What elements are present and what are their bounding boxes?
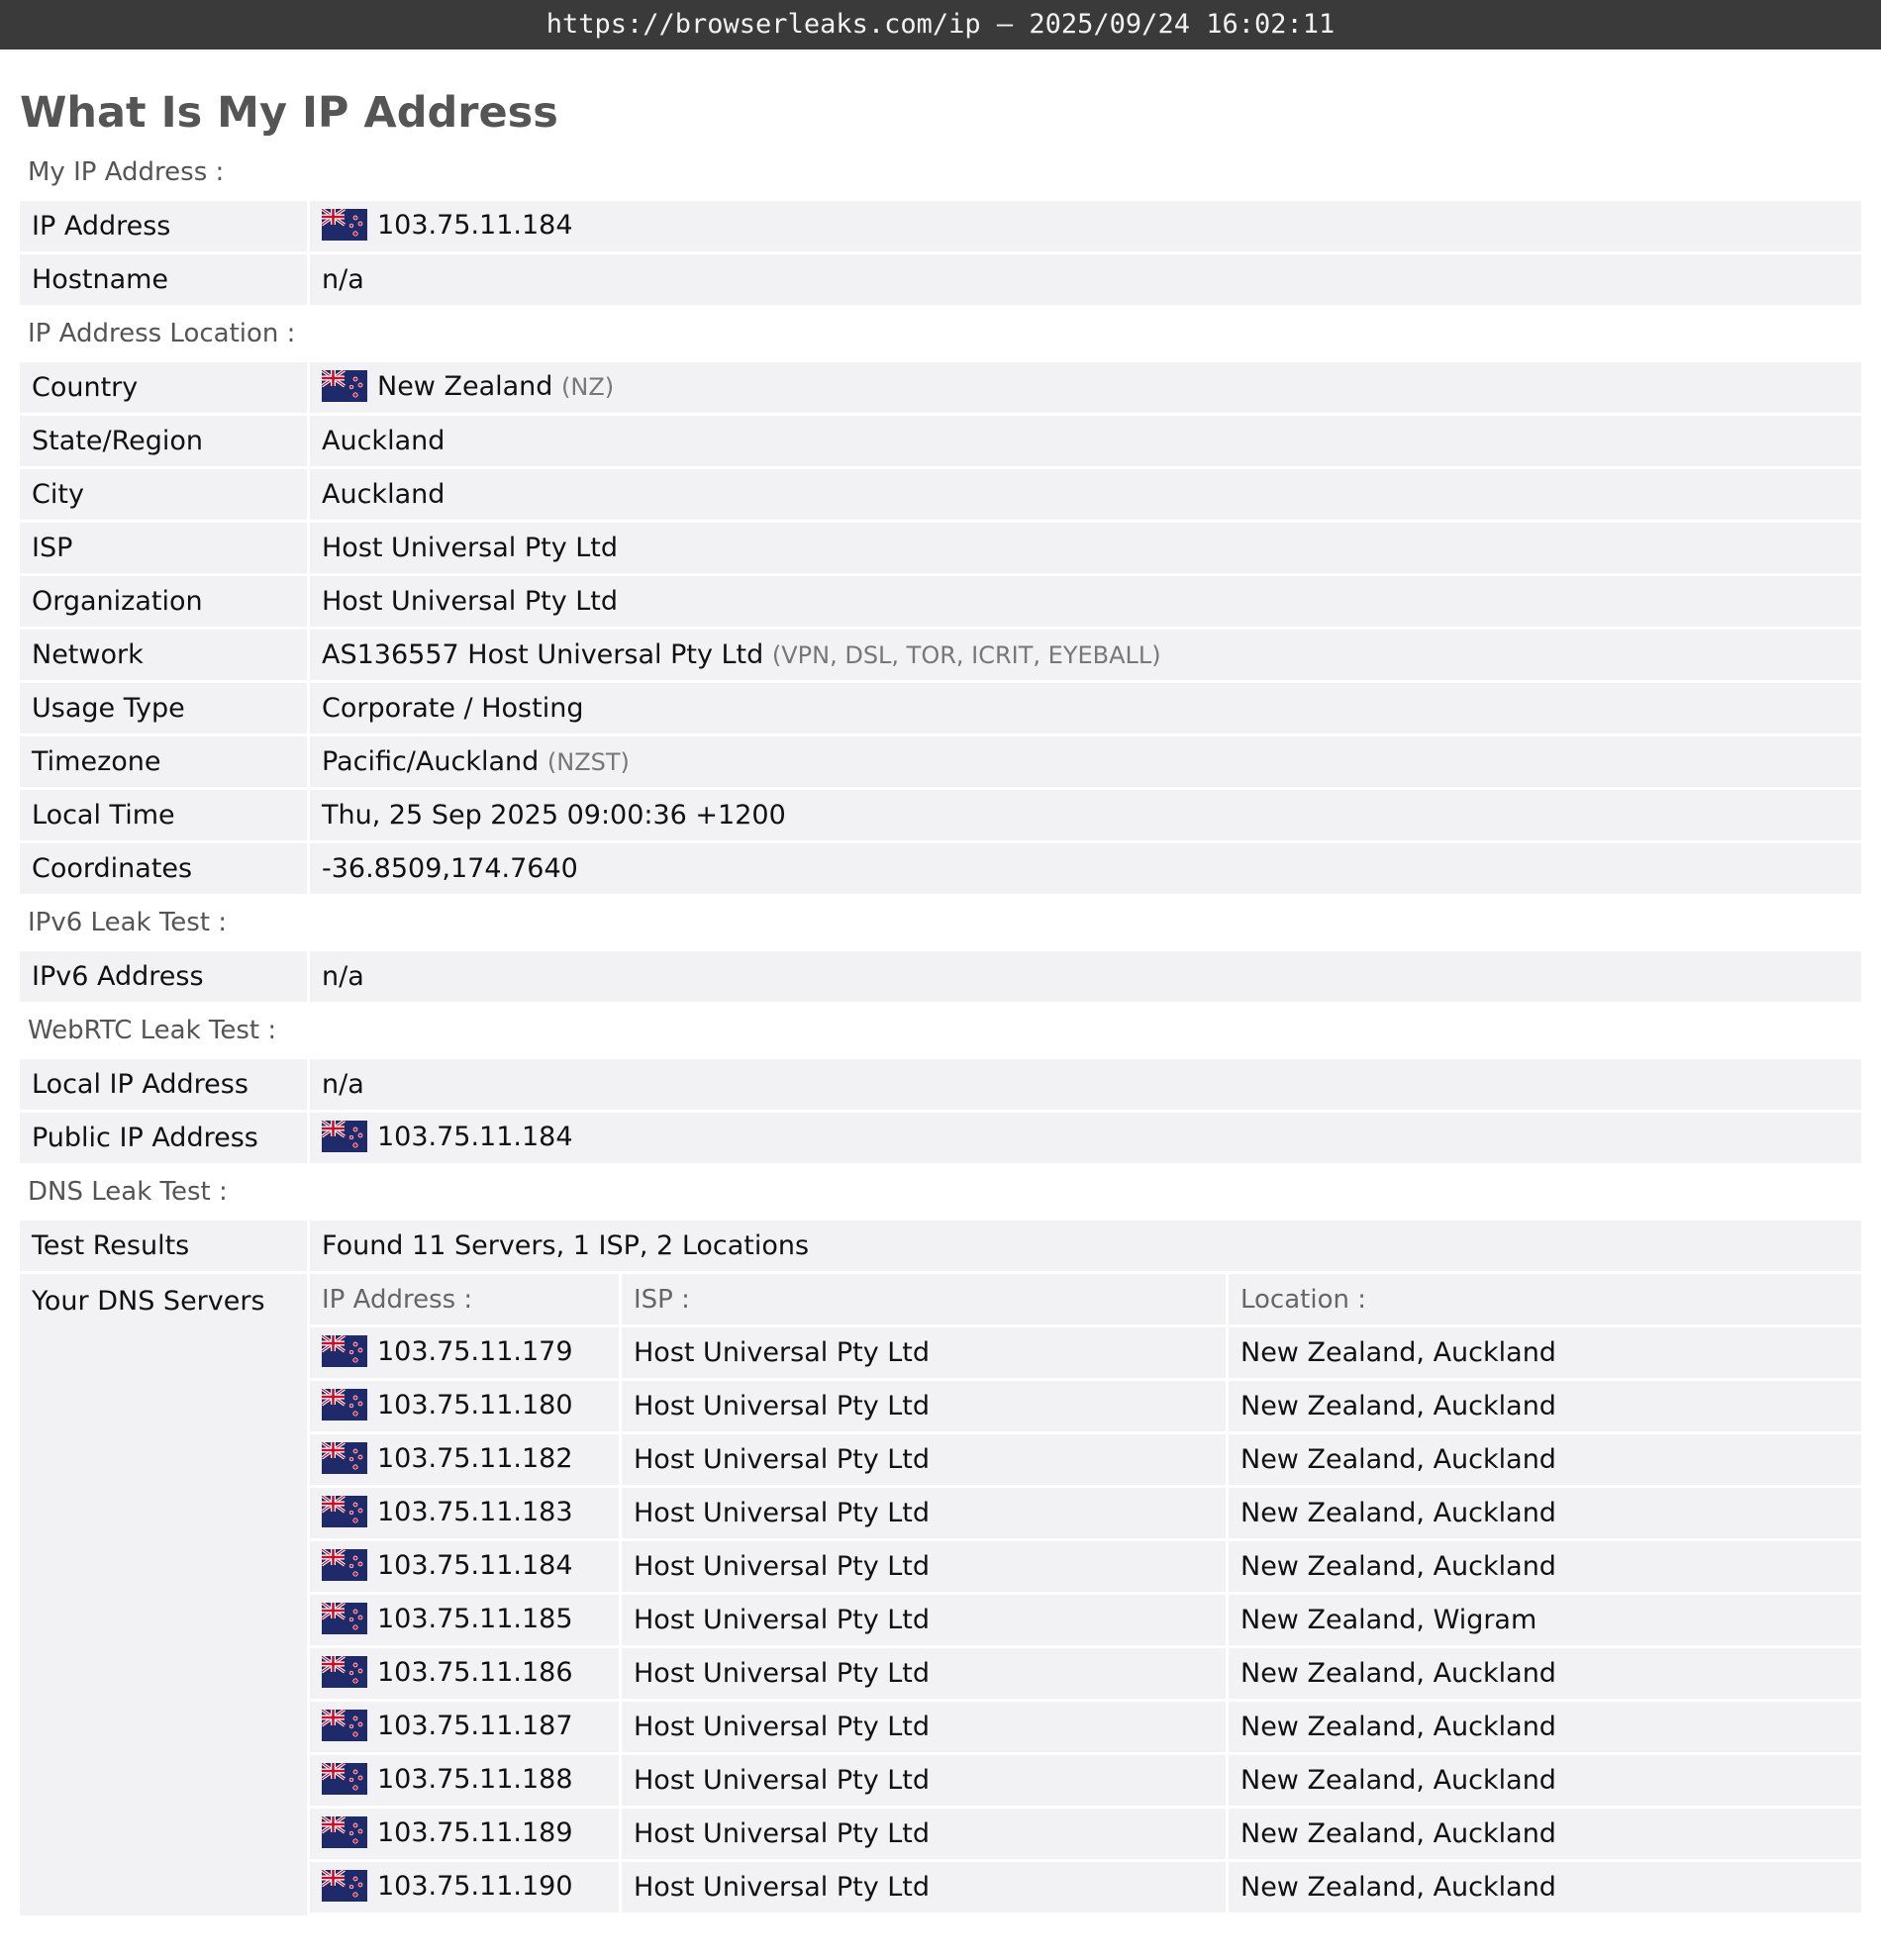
row-ipv6-address bbox=[20, 951, 1861, 1002]
label-local-ip: Local IP Address bbox=[20, 1059, 310, 1110]
label-country: Country bbox=[20, 362, 310, 413]
header-location: Location : bbox=[1229, 1274, 1861, 1324]
value-ipv6-address: n/a bbox=[310, 951, 1861, 1002]
dns-server-ip-text: 103.75.11.183 bbox=[377, 1497, 573, 1528]
dns-server-isp: Host Universal Pty Ltd bbox=[622, 1327, 1229, 1378]
value-usage-type: Corporate / Hosting bbox=[310, 683, 1861, 734]
dns-server-isp: Host Universal Pty Ltd bbox=[622, 1862, 1229, 1912]
dns-server-ip-text: 103.75.11.182 bbox=[377, 1443, 573, 1475]
section-title-dns: DNS Leak Test : bbox=[20, 1166, 1861, 1218]
dns-server-location: New Zealand, Auckland bbox=[1229, 1702, 1861, 1752]
value-test-results: Found 11 Servers, 1 ISP, 2 Locations bbox=[310, 1221, 1861, 1271]
row-country bbox=[20, 362, 1861, 413]
row-coordinates bbox=[20, 843, 1861, 894]
value-ip-address[interactable] bbox=[310, 201, 1861, 251]
dns-server-isp: Host Universal Pty Ltd bbox=[622, 1755, 1229, 1806]
new-zealand-flag-icon bbox=[322, 1870, 367, 1902]
value-timezone bbox=[310, 736, 1861, 787]
new-zealand-flag-icon bbox=[322, 1442, 367, 1474]
label-organization: Organization bbox=[20, 576, 310, 627]
dns-server-isp: Host Universal Pty Ltd bbox=[622, 1488, 1229, 1538]
label-state: State/Region bbox=[20, 416, 310, 466]
label-city: City bbox=[20, 469, 310, 520]
dns-server-location: New Zealand, Auckland bbox=[1229, 1862, 1861, 1912]
value-public-ip bbox=[310, 1113, 1861, 1163]
dns-server-row bbox=[310, 1809, 1861, 1859]
new-zealand-flag-icon bbox=[322, 1763, 367, 1795]
label-public-ip: Public IP Address bbox=[20, 1113, 310, 1163]
dns-server-isp: Host Universal Pty Ltd bbox=[622, 1702, 1229, 1752]
new-zealand-flag-icon bbox=[322, 1656, 367, 1688]
dns-server-ip-text: 103.75.11.180 bbox=[377, 1390, 573, 1421]
new-zealand-flag-icon bbox=[322, 1389, 367, 1421]
value-organization: Host Universal Pty Ltd bbox=[310, 576, 1861, 627]
dns-table-header bbox=[310, 1274, 1861, 1324]
ip-address-text: 103.75.11.184 bbox=[377, 210, 573, 242]
new-zealand-flag-icon bbox=[322, 1496, 367, 1527]
dns-server-row bbox=[310, 1488, 1861, 1538]
dns-server-ip-text: 103.75.11.190 bbox=[377, 1871, 573, 1903]
country-code: (NZ) bbox=[561, 373, 615, 402]
row-public-ip bbox=[20, 1113, 1861, 1163]
section-title-location: IP Address Location : bbox=[20, 308, 1861, 359]
new-zealand-flag-icon bbox=[322, 1816, 367, 1848]
dns-server-location: New Zealand, Auckland bbox=[1229, 1434, 1861, 1485]
dns-server-row bbox=[310, 1541, 1861, 1592]
dns-server-row bbox=[310, 1862, 1861, 1912]
new-zealand-flag-icon bbox=[322, 1710, 367, 1741]
label-local-time: Local Time bbox=[20, 790, 310, 840]
timezone-abbr: (NZST) bbox=[546, 748, 630, 776]
dns-server-row bbox=[310, 1755, 1861, 1806]
label-ip-address: IP Address bbox=[20, 201, 310, 251]
dns-server-location: New Zealand, Auckland bbox=[1229, 1541, 1861, 1592]
dns-server-isp: Host Universal Pty Ltd bbox=[622, 1648, 1229, 1699]
label-hostname: Hostname bbox=[20, 254, 310, 305]
label-test-results: Test Results bbox=[20, 1221, 310, 1271]
dns-server-ip[interactable] bbox=[310, 1648, 622, 1699]
dns-server-ip-text: 103.75.11.179 bbox=[377, 1336, 573, 1368]
row-state bbox=[20, 416, 1861, 466]
dns-server-location: New Zealand, Auckland bbox=[1229, 1381, 1861, 1431]
dns-server-isp: Host Universal Pty Ltd bbox=[622, 1809, 1229, 1859]
dns-server-ip[interactable] bbox=[310, 1327, 622, 1378]
label-timezone: Timezone bbox=[20, 736, 310, 787]
dns-servers-table bbox=[310, 1271, 1861, 1915]
value-city: Auckland bbox=[310, 469, 1861, 520]
label-ipv6-address: IPv6 Address bbox=[20, 951, 310, 1002]
row-hostname bbox=[20, 254, 1861, 305]
new-zealand-flag-icon bbox=[322, 1121, 367, 1152]
dns-server-ip[interactable] bbox=[310, 1434, 622, 1485]
label-network: Network bbox=[20, 630, 310, 680]
dns-server-row bbox=[310, 1595, 1861, 1645]
dns-server-ip[interactable] bbox=[310, 1809, 622, 1859]
dns-server-ip-text: 103.75.11.188 bbox=[377, 1764, 573, 1796]
value-country bbox=[310, 362, 1861, 413]
timezone-name: Pacific/Auckland bbox=[322, 746, 540, 777]
dns-server-ip-text: 103.75.11.186 bbox=[377, 1657, 573, 1689]
value-local-time: Thu, 25 Sep 2025 09:00:36 +1200 bbox=[310, 790, 1861, 840]
dns-server-isp: Host Universal Pty Ltd bbox=[622, 1381, 1229, 1431]
dns-server-ip[interactable] bbox=[310, 1595, 622, 1645]
public-ip-text: 103.75.11.184 bbox=[377, 1122, 573, 1153]
dns-server-ip-text: 103.75.11.189 bbox=[377, 1817, 573, 1849]
screenshot-url-bar: https://browserleaks.com/ip – 2025/09/24 16:02:11 bbox=[0, 0, 1881, 49]
header-isp: ISP : bbox=[622, 1274, 1229, 1324]
section-title-ipv6: IPv6 Leak Test : bbox=[20, 897, 1861, 948]
page-title: What Is My IP Address bbox=[20, 88, 558, 138]
section-title-webrtc: WebRTC Leak Test : bbox=[20, 1005, 1861, 1056]
country-name: New Zealand bbox=[377, 371, 553, 403]
new-zealand-flag-icon bbox=[322, 370, 367, 402]
dns-server-row bbox=[310, 1702, 1861, 1752]
value-local-ip: n/a bbox=[310, 1059, 1861, 1110]
dns-server-location: New Zealand, Auckland bbox=[1229, 1648, 1861, 1699]
dns-server-isp: Host Universal Pty Ltd bbox=[622, 1541, 1229, 1592]
dns-server-ip-text: 103.75.11.184 bbox=[377, 1550, 573, 1582]
label-isp: ISP bbox=[20, 523, 310, 573]
new-zealand-flag-icon bbox=[322, 1549, 367, 1581]
dns-server-ip[interactable] bbox=[310, 1862, 622, 1912]
row-network bbox=[20, 630, 1861, 680]
new-zealand-flag-icon bbox=[322, 1603, 367, 1634]
dns-server-location: New Zealand, Auckland bbox=[1229, 1809, 1861, 1859]
row-usage-type bbox=[20, 683, 1861, 734]
new-zealand-flag-icon bbox=[322, 209, 367, 241]
dns-server-ip-text: 103.75.11.185 bbox=[377, 1604, 573, 1635]
section-title-my-ip: My IP Address : bbox=[20, 147, 1861, 198]
dns-server-row bbox=[310, 1648, 1861, 1699]
dns-server-row bbox=[310, 1434, 1861, 1485]
value-network bbox=[310, 630, 1861, 680]
dns-server-location: New Zealand, Wigram bbox=[1229, 1595, 1861, 1645]
value-hostname: n/a bbox=[310, 254, 1861, 305]
value-isp: Host Universal Pty Ltd bbox=[310, 523, 1861, 573]
network-name: AS136557 Host Universal Pty Ltd bbox=[322, 639, 764, 670]
dns-server-row bbox=[310, 1381, 1861, 1431]
label-coordinates: Coordinates bbox=[20, 843, 310, 894]
value-coordinates[interactable]: -36.8509,174.7640 bbox=[310, 843, 1861, 894]
network-tags: (VPN, DSL, TOR, ICRIT, EYEBALL) bbox=[771, 641, 1161, 669]
header-ip-address: IP Address : bbox=[310, 1274, 622, 1324]
dns-server-location: New Zealand, Auckland bbox=[1229, 1327, 1861, 1378]
ip-info-table bbox=[20, 144, 1861, 1918]
dns-server-ip[interactable] bbox=[310, 1755, 622, 1806]
dns-server-location: New Zealand, Auckland bbox=[1229, 1755, 1861, 1806]
row-test-results bbox=[20, 1221, 1861, 1271]
row-dns-servers bbox=[20, 1274, 1861, 1915]
dns-server-ip[interactable] bbox=[310, 1488, 622, 1538]
main-content bbox=[0, 49, 1881, 1918]
dns-server-location: New Zealand, Auckland bbox=[1229, 1488, 1861, 1538]
label-usage-type: Usage Type bbox=[20, 683, 310, 734]
dns-server-isp: Host Universal Pty Ltd bbox=[622, 1595, 1229, 1645]
row-local-ip bbox=[20, 1059, 1861, 1110]
row-organization bbox=[20, 576, 1861, 627]
dns-server-ip[interactable] bbox=[310, 1702, 622, 1752]
new-zealand-flag-icon bbox=[322, 1335, 367, 1367]
label-dns-servers: Your DNS Servers bbox=[20, 1274, 310, 1915]
row-local-time bbox=[20, 790, 1861, 840]
row-city bbox=[20, 469, 1861, 520]
dns-servers-cell bbox=[310, 1274, 1861, 1915]
row-timezone bbox=[20, 736, 1861, 787]
dns-server-row bbox=[310, 1327, 1861, 1378]
dns-server-isp: Host Universal Pty Ltd bbox=[622, 1434, 1229, 1485]
value-state: Auckland bbox=[310, 416, 1861, 466]
row-ip-address bbox=[20, 201, 1861, 251]
dns-server-ip[interactable] bbox=[310, 1381, 622, 1431]
dns-server-ip[interactable] bbox=[310, 1541, 622, 1592]
dns-server-ip-text: 103.75.11.187 bbox=[377, 1711, 573, 1742]
row-isp bbox=[20, 523, 1861, 573]
